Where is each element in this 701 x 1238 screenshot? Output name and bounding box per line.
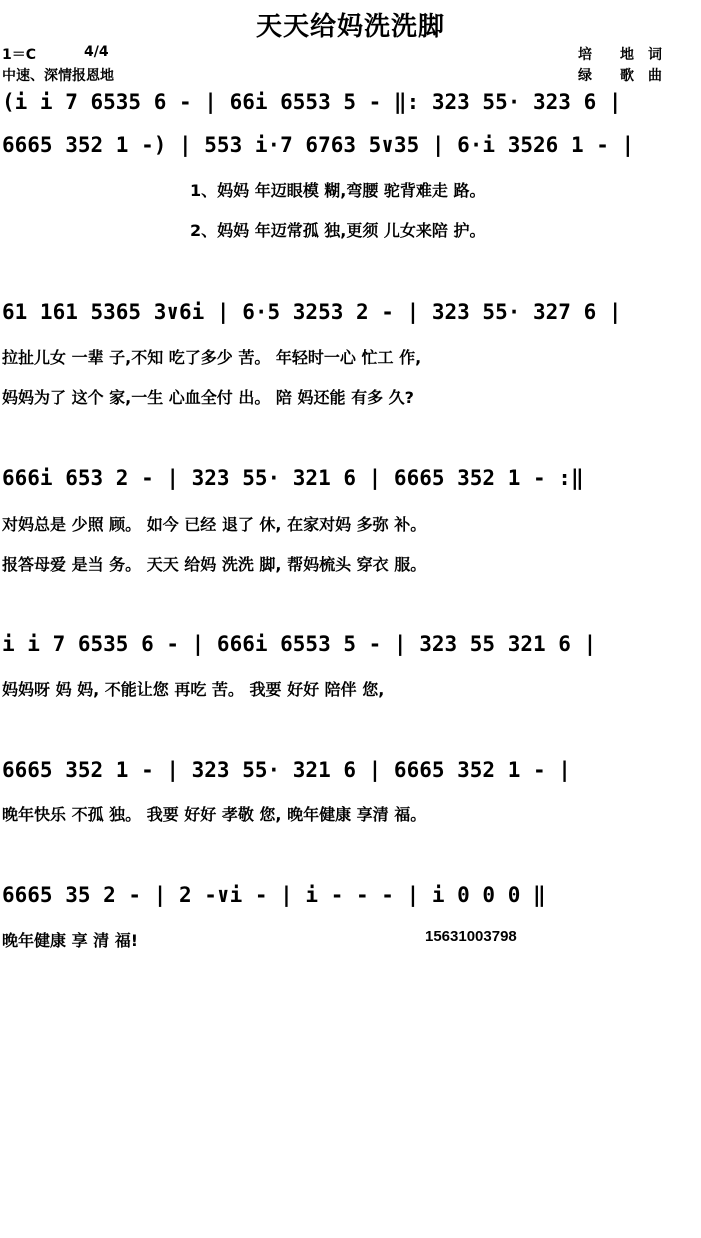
lyric-verse2-line3: 报答母爱 是当 务。 天天 给妈 洗洗 脚, 帮妈梳头 穿衣 服。	[2, 555, 427, 574]
lyric-verse1-line2: 拉扯儿女 一辈 子,不知 吃了多少 苦。 年轻时一心 忙工 作,	[2, 348, 422, 367]
notation-line-3: 61 161 5365 3∨6i | 6·5 3253 2 - | 323 55· 327 6 |	[2, 300, 622, 324]
lyric-chorus-line2: 晚年快乐 不孤 独。 我要 好好 孝敬 您, 晚年健康 享清 福。	[2, 805, 427, 824]
lyricist-credit: 培 地 词	[578, 47, 662, 63]
lyric-chorus-line1: 妈妈呀 妈 妈, 不能让您 再吃 苦。 我要 好好 陪伴 您,	[2, 680, 385, 699]
lyric-verse1-line1: 1、妈妈 年迈眼模 糊,弯腰 驼背难走 路。	[190, 181, 486, 200]
time-signature: 4/4	[84, 44, 109, 60]
lyric-ending: 晚年健康 享 清 福!	[2, 931, 139, 950]
lyric-verse2-line2: 妈妈为了 这个 家,一生 心血全付 出。 陪 妈还能 有多 久?	[2, 388, 414, 407]
composer-credit: 绿 歌 曲	[578, 68, 662, 84]
notation-line-6: 6665 352 1 - | 323 55· 321 6 | 6665 352 1 - |	[2, 758, 571, 782]
notation-line-7: 6665 35 2 - | 2 -∨i - | i - - - | i 0 0 0 ‖	[2, 883, 546, 907]
notation-line-1: (i i 7 6535 6 - | 66i 6553 5 - ‖: 323 55· 323 6 |	[2, 90, 622, 114]
song-title: 天天给妈洗洗脚	[255, 12, 445, 42]
notation-line-5: i i 7 6535 6 - | 666i 6553 5 - | 323 55 321 6 |	[2, 632, 597, 656]
lyric-verse1-line3: 对妈总是 少照 顾。 如今 已经 退了 休, 在家对妈 多弥 补。	[2, 515, 427, 534]
lyric-verse2-line1: 2、妈妈 年迈常孤 独,更须 儿女来陪 护。	[190, 221, 486, 240]
notation-line-2: 6665 352 1 -) | 553 i·7 6763 5∨35 | 6·i 3526 1 - |	[2, 133, 635, 157]
tempo-marking: 中速、深情报恩地	[2, 68, 114, 84]
key-signature: 1＝C	[2, 47, 37, 63]
notation-line-4: 666i 653 2 - | 323 55· 321 6 | 6665 352 1 - :‖	[2, 466, 584, 490]
phone-number: 15631003798	[425, 928, 517, 945]
